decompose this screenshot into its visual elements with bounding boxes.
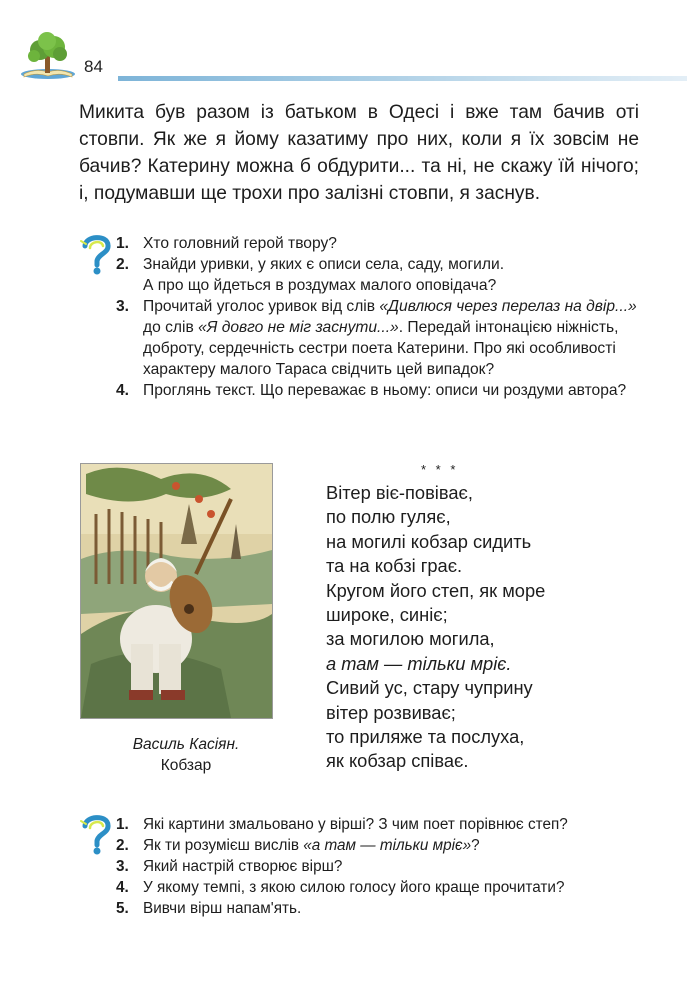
poem [326, 481, 545, 774]
poem-line: за могилою могила, [326, 628, 495, 650]
question-number: 4. [116, 879, 129, 896]
question-item [116, 380, 646, 401]
question-item [116, 233, 646, 254]
poem-line: вітер розвиває; [326, 701, 456, 723]
question-text: Прочитай уголос уривок від слів [143, 298, 380, 315]
poem-line: а там — тільки мріє. [326, 652, 512, 674]
question-item [116, 254, 646, 296]
questions-list-a [116, 233, 646, 401]
question-item [116, 814, 656, 835]
question-item [116, 898, 656, 919]
questions-list-b [116, 814, 656, 919]
question-text: Знайди уривки, у яких є описи села, саду, могили. [143, 256, 505, 273]
question-mark-icon [78, 232, 114, 276]
poem-line: то приляже та послуха, [326, 726, 525, 748]
question-number: 2. [116, 256, 130, 273]
poem-line: широке, синіє; [326, 604, 448, 626]
intro-paragraph: Микита був разом із батьком в Одесі і вже там бачив оті стовпи. Як же я йому казатиму про них, коли я їх зовсім не бачив? Катерину можна б обдурити... та ні, не скажу їй нічого; і, подумавши ще трохи про залізні стовпи, я заснув. [79, 102, 639, 204]
question-text: Як ти розумієш вислів [143, 837, 304, 854]
question-text: . Передай інтонацією ніжність, доброту, сердечність сестри поета Катерини. Про які особливості характеру малого Тараса свідчить цей випадок? [143, 319, 619, 378]
question-item [116, 856, 656, 877]
question-number: 1. [116, 816, 129, 833]
question-text: Які картини змальовано у вірші? З чим поет порівнює степ? [143, 816, 568, 833]
question-text: Хто головний герой твору? [143, 235, 337, 252]
illustration-title: Кобзар [160, 757, 212, 774]
page-number: 84 [84, 57, 103, 76]
question-text: ? [471, 837, 480, 854]
question-mark-icon [78, 812, 114, 856]
poem-line: Кругом його степ, як море [326, 579, 546, 601]
page-header [18, 30, 687, 85]
question-item [116, 877, 656, 898]
poem-stars: * * * [421, 462, 459, 477]
poem-line: по полю гуляє, [326, 506, 451, 528]
question-number: 3. [116, 858, 129, 875]
quote: «а там — тільки мріє» [303, 837, 472, 854]
header-divider [118, 76, 687, 81]
illustration-graphic [81, 464, 272, 718]
quote-start: «Дивлюся через перелаз на двір...» [379, 298, 637, 315]
question-number: 1. [116, 235, 130, 252]
question-text: до слів [143, 319, 199, 336]
question-item [116, 835, 656, 856]
kobzar-illustration [80, 463, 273, 719]
poem-line: на могилі кобзар сидить [326, 530, 532, 552]
question-number: 2. [116, 837, 129, 854]
poem-line: та на кобзі грає. [326, 555, 463, 577]
question-text: Вивчи вірш напам'ять. [143, 900, 302, 917]
question-text-continued: А про що йдеться в роздумах малого оповідача? [143, 277, 497, 294]
poem-line: Сивий ус, стару чуприну [326, 677, 533, 699]
poem-line: Вітер віє-повіває, [326, 482, 473, 503]
question-text: Який настрій створює вірш? [143, 858, 343, 875]
question-number: 4. [116, 382, 130, 399]
tree-book-logo-icon [18, 30, 78, 80]
question-text: Проглянь текст. Що переважає в ньому: описи чи роздуми автора? [143, 382, 627, 399]
question-number: 5. [116, 900, 129, 917]
quote-end: «Я довго не міг заснути...» [198, 319, 399, 336]
poem-line: як кобзар співає. [326, 750, 469, 772]
question-number: 3. [116, 298, 130, 315]
question-item [116, 296, 646, 380]
question-text: У якому темпі, з якою силою голосу його краще прочитати? [143, 879, 565, 896]
illustration-author: Василь Касіян. [132, 736, 240, 753]
